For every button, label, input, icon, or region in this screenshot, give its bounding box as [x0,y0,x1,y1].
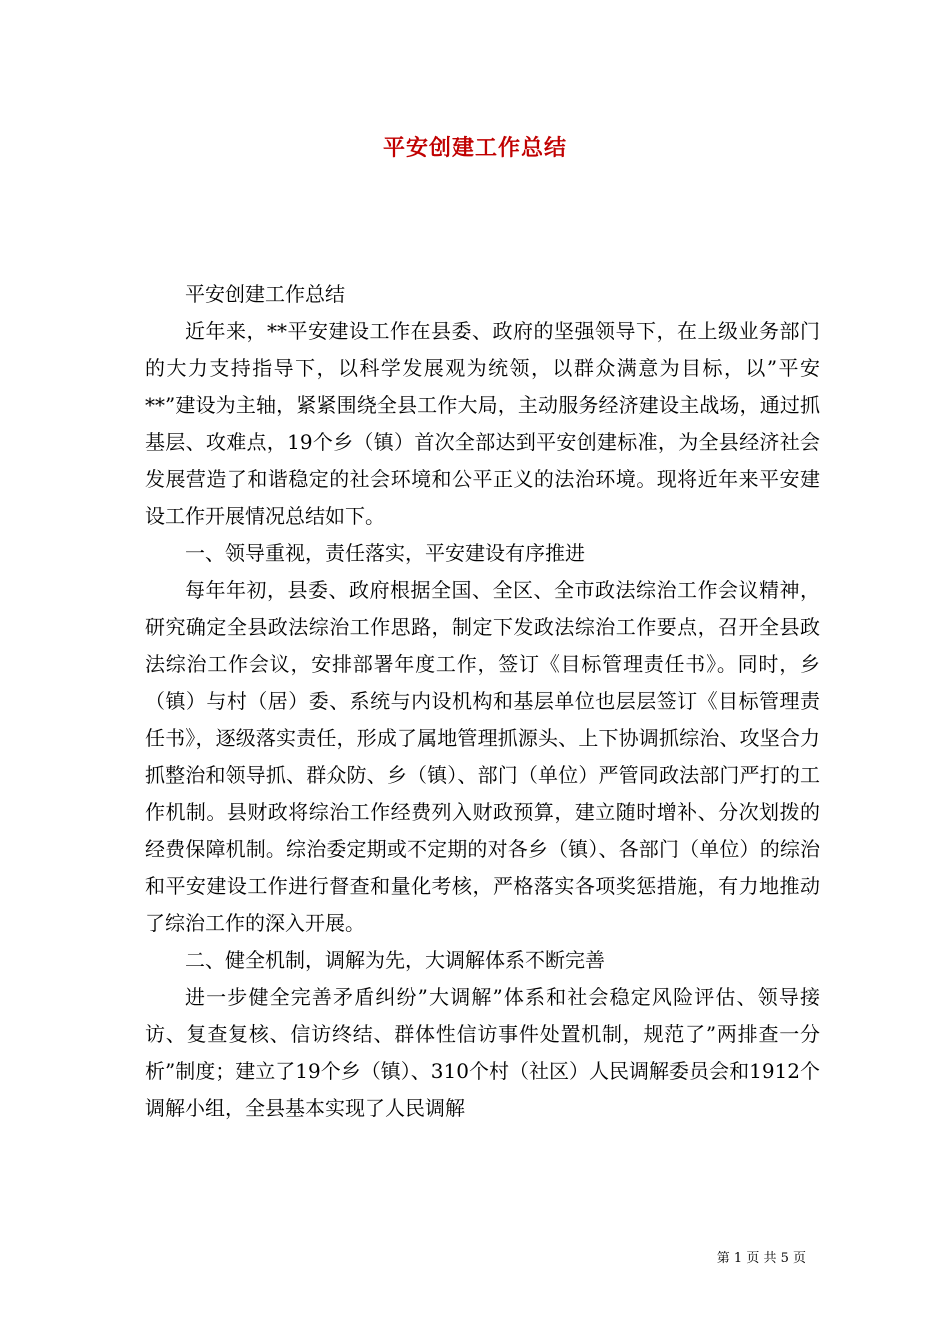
paragraph-section-1: 每年年初，县委、政府根据全国、全区、全市政法综治工作会议精神，研究确定全县政法综治工作思路，制定下发政法综治工作要点，召开全县政法综治工作会议，安排部署年度工作，签订《目标管理责任书》。同时，乡（镇）与村（居）委、系统与内设机构和基层单位也层层签订《目标管理责任书》，逐级落实责任，形成了属地管理抓源头、上下协调抓综治、攻坚合力抓整治和领导抓、群众防、乡（镇）、部门（单位）严管同政法部门严打的工作机制。县财政将综治工作经费列入财政预算，建立随时增补、分次划拨的经费保障机制。综治委定期或不定期的对各乡（镇）、各部门（单位）的综治和平安建设工作进行督查和量化考核，严格落实各项奖惩措施，有力地推动了综治工作的深入开展。 [145,578,820,935]
paragraph-heading: 平安创建工作总结 [185,282,345,306]
section-heading-2: 二、健全机制，调解为先，大调解体系不断完善 [185,948,605,972]
section-heading-1: 一、领导重视，责任落实，平安建设有序推进 [185,541,585,565]
document-body [145,276,820,1127]
page-number: 第 1 页 共 5 页 [716,1251,806,1266]
paragraph-intro: 近年来，**平安建设工作在县委、政府的坚强领导下，在上级业务部门的大力支持指导下，以科学发展观为统领，以群众满意为目标，以”平安**”建设为主轴，紧紧围绕全县工作大局，主动服务经济建设主战场，通过抓基层、攻难点，19个乡（镇）首次全部达到平安创建标准，为全县经济社会发展营造了和谐稳定的社会环境和公平正义的法治环境。现将近年来平安建设工作开展情况总结如下。 [145,319,820,528]
paragraph-section-2: 进一步健全完善矛盾纠纷”大调解”体系和社会稳定风险评估、领导接访、复查复核、信访终结、群体性信访事件处置机制，规范了”两排查一分析”制度；建立了19个乡（镇）、310个村（社区）人民调解委员会和1912个调解小组，全县基本实现了人民调解 [145,985,820,1120]
document-title: 平安创建工作总结 [382,136,567,161]
